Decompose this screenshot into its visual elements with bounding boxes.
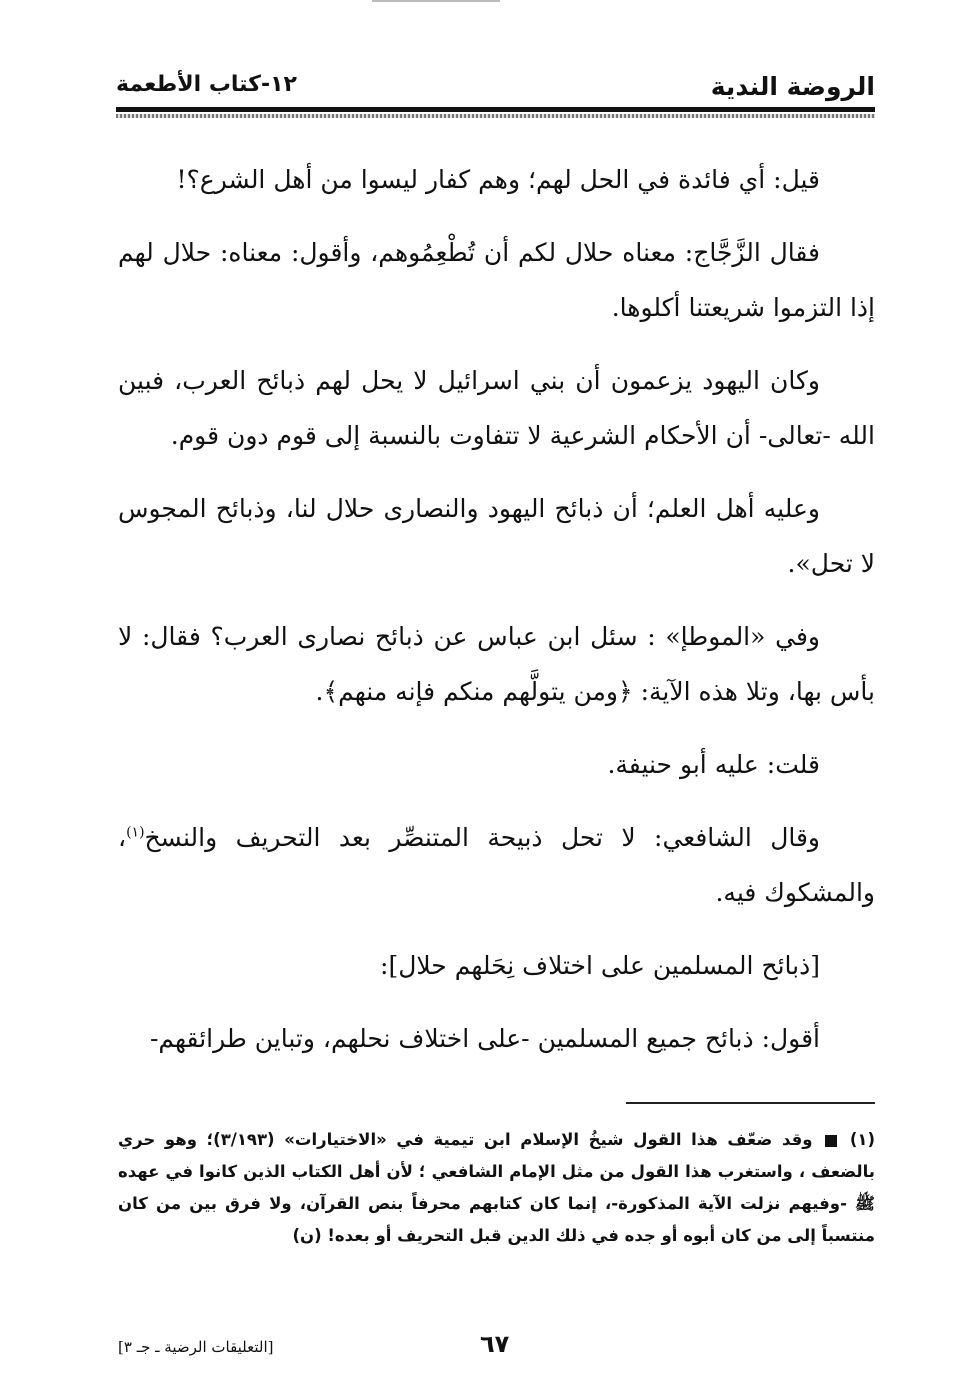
top-rule <box>372 0 500 2</box>
paragraph: أقول: ذبائح جميع المسلمين -على اختلاف نحلهم، وتباين طرائقهم- <box>149 1024 820 1053</box>
square-bullet-icon <box>825 1135 837 1147</box>
paragraph: وكان اليهود يزعمون أن بني اسرائيل لا يحل لهم ذبائح العرب، فبين الله -تعالى- أن الأحكام الشرعية لا تتفاوت بالنسبة إلى قوم دون قوم. <box>118 366 875 450</box>
main-text <box>118 152 875 1084</box>
imprint: [التعليقات الرضية ـ جـ ٣] <box>118 1338 274 1356</box>
book-title: الروضة الندية <box>710 72 875 101</box>
paragraph: قلت: عليه أبو حنيفة. <box>607 750 820 779</box>
header-rule <box>116 107 875 112</box>
paragraph: وعليه أهل العلم؛ أن ذبائح اليهود والنصارى حلال لنا، وذبائح المجوس لا تحل». <box>118 494 875 578</box>
footnote-number: (١) <box>849 1130 875 1149</box>
running-header <box>116 72 875 106</box>
footnote-rule <box>626 1102 875 1104</box>
footnote <box>118 1124 875 1252</box>
page-number: ٦٧ <box>480 1330 510 1358</box>
paragraph: قيل: أي فائدة في الحل لهم؛ وهم كفار ليسوا من أهل الشرع؟! <box>176 165 820 194</box>
footnote-text: وقد ضعّف هذا القول شيخُ الإسلام ابن تيمية في «الاختيارات» (٣/١٩٣)؛ وهو حري بالضعف ، واستغرب هذا القول من مثل الإمام الشافعي ؛ لأن أهل الكتاب الذين كانوا في عهده ﷺ -وفيهم نزلت الآية المذكورة-، إنما كان كتابهم محرفاً بنص القرآن، ولا فرق بين من كان منتسباً إلى من كان أبوه أو جده في ذلك الدين قبل التحريف أو بعده! (ن) <box>118 1130 875 1245</box>
section-heading: [ذبائح المسلمين على اختلاف نِحَلهم حلال]: <box>380 951 820 980</box>
paragraph-shafii <box>118 810 875 920</box>
footnote-reference[interactable]: (١) <box>126 824 145 841</box>
paragraph: فقال الزَّجَّاج: معناه حلال لكم أن تُطْعِمُوهم، وأقول: معناه: حلال لهم إذا التزموا شريعتنا أكلوها. <box>118 238 875 322</box>
header-rule-shaded <box>116 114 875 118</box>
paragraph: وفي «الموطإ» : سئل ابن عباس عن ذبائح نصارى العرب؟ فقال: لا بأس بها، وتلا هذه الآية: ﴿ومن يتولَّهم منكم فإنه منهم﴾. <box>118 622 875 706</box>
chapter-title: ١٢-كتاب الأطعمة <box>116 72 297 97</box>
shafii-text-rest: ، والمشكوك فيه. <box>118 823 875 907</box>
shafii-text: وقال الشافعي: لا تحل ذبيحة المتنصِّر بعد التحريف والنسخ <box>144 823 820 852</box>
